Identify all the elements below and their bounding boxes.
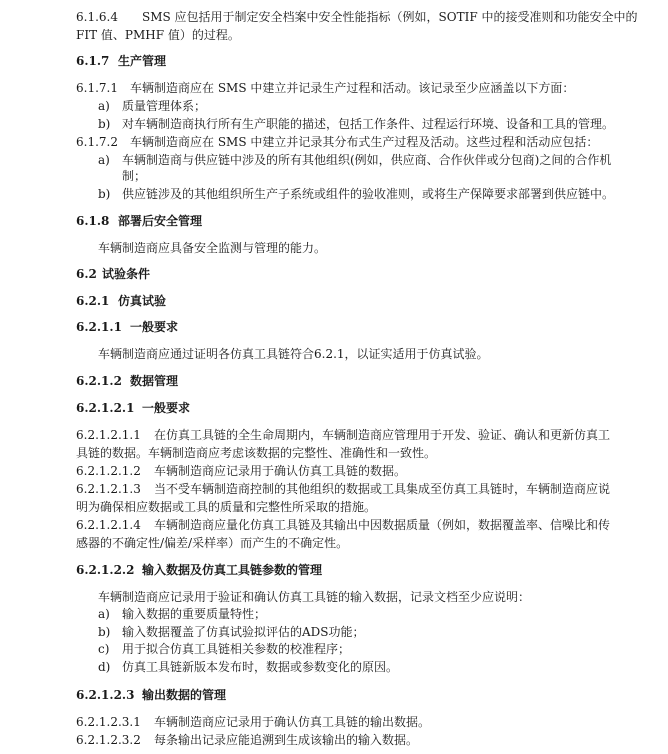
- list-text: 用于拟合仿真工具链相关参数的校准程序；: [122, 642, 351, 656]
- clause-text: 具链的数据。车辆制造商应考虑该数据的完整性、准确性和一致性。: [76, 446, 437, 460]
- clause-text: SMS 应包括用于制定安全档案中安全性能指标（例如，SOTIF 中的接受准则和功能安全中的: [142, 10, 638, 24]
- paragraph: [98, 240, 326, 256]
- list-text: 输入数据覆盖了仿真试验拟评估的ADS功能；: [122, 625, 365, 639]
- list-marker: a): [98, 153, 110, 167]
- clause-6-1-6-4: [76, 9, 638, 25]
- heading-title: 仿真试验: [118, 294, 167, 308]
- heading-title: 生产管理: [118, 54, 167, 68]
- clause-text: 当不受车辆制造商控制的其他组织的数据或工具集成至仿真工具链时，车辆制造商应说: [154, 482, 611, 496]
- heading-number: 6.2.1.2.2: [76, 563, 135, 577]
- clause-text: 明为确保相应数据或工具的质量和完整性所采取的措施。: [76, 500, 377, 514]
- list-text: 输入数据的重要质量特性；: [122, 607, 267, 621]
- clause-text: 车辆制造商应量化仿真工具链及其输出中因数据质量（例如，数据覆盖率、信噪比和传: [154, 518, 611, 532]
- heading-title: 一般要求: [142, 401, 191, 415]
- list-item-a: [98, 152, 611, 168]
- clause-number: 6.2.1.2.3.2: [76, 733, 141, 747]
- list-marker: b): [98, 117, 111, 131]
- clause-number: 6.2.1.2.1.2: [76, 464, 141, 478]
- clause-number: 6.2.1.2.1.4: [76, 518, 141, 532]
- clause-text: 车辆制造商应在 SMS 中建立并记录生产过程和活动。该记录至少应涵盖以下方面：: [130, 81, 575, 95]
- clause-6-2-1-2-3-1: [76, 714, 430, 730]
- clause-number: 6.1.7.2: [76, 135, 118, 149]
- heading-number: 6.1.8: [76, 214, 110, 228]
- heading-6-2-1-2: [76, 373, 178, 389]
- clause-number: 6.1.6.4: [76, 10, 118, 24]
- paragraph-text: 车辆制造商应通过证明各仿真工具链符合6.2.1，以证实适用于仿真试验。: [98, 347, 489, 361]
- heading-title: 输出数据的管理: [142, 688, 227, 702]
- heading-6-2-1-2-3: [76, 687, 226, 703]
- list-text: 制；: [122, 169, 147, 183]
- list-text: 对车辆制造商执行所有生产职能的描述，包括工作条件、过程运行环境、设备和工具的管理。: [122, 117, 615, 131]
- heading-title: 数据管理: [130, 374, 179, 388]
- continuation-line: [76, 27, 240, 43]
- heading-number: 6.1.7: [76, 54, 110, 68]
- heading-6-2-1-1: [76, 319, 178, 335]
- list-item-a: [98, 98, 206, 114]
- paragraph-text: 车辆制造商应具备安全监测与管理的能力。: [98, 241, 327, 255]
- heading-number: 6.2.1.2.3: [76, 688, 135, 702]
- heading-number: 6.2.1: [76, 294, 110, 308]
- heading-number: 6.2.1.2.1: [76, 401, 135, 415]
- heading-number: 6.2.1.1: [76, 320, 122, 334]
- heading-6-2-1: [76, 293, 166, 309]
- continuation-line: [76, 535, 348, 551]
- continuation-line: [122, 168, 146, 184]
- paragraph-text: 车辆制造商应记录用于验证和确认仿真工具链的输入数据，记录文档至少应说明：: [98, 590, 531, 604]
- heading-6-1-8: [76, 213, 202, 229]
- heading-number: 6.2.1.2: [76, 374, 122, 388]
- clause-6-2-1-2-1-3: [76, 481, 610, 497]
- clause-text: FIT 值、PMHF 值）的过程。: [76, 28, 240, 42]
- list-marker: d): [98, 660, 111, 674]
- list-marker: a): [98, 607, 110, 621]
- clause-6-2-1-2-3-2: [76, 732, 418, 748]
- clause-text: 每条输出记录应能追溯到生成该输出的输入数据。: [154, 733, 419, 747]
- list-text: 质量管理体系；: [122, 99, 207, 113]
- clause-6-1-7-1: [76, 80, 574, 96]
- heading-title: 一般要求: [130, 320, 179, 334]
- paragraph: [98, 346, 489, 362]
- clause-text: 车辆制造商应记录用于确认仿真工具链的数据。: [154, 464, 407, 478]
- list-item-d: [98, 659, 398, 675]
- list-item-b: [98, 186, 614, 202]
- heading-6-1-7: [76, 53, 166, 69]
- continuation-line: [76, 499, 376, 515]
- continuation-line: [76, 445, 436, 461]
- clause-6-2-1-2-1-1: [76, 427, 610, 443]
- paragraph: [98, 589, 530, 605]
- clause-number: 6.2.1.2.3.1: [76, 715, 141, 729]
- list-marker: c): [98, 642, 110, 656]
- heading-title: 输入数据及仿真工具链参数的管理: [142, 563, 323, 577]
- clause-number: 6.1.7.1: [76, 81, 118, 95]
- heading-6-2-1-2-1: [76, 400, 190, 416]
- clause-text: 感器的不确定性/偏差/采样率）而产生的不确定性。: [76, 536, 349, 550]
- heading-title: 试验条件: [102, 267, 151, 281]
- list-item-c: [98, 641, 350, 657]
- list-item-b: [98, 116, 614, 132]
- heading-title: 部署后安全管理: [118, 214, 203, 228]
- clause-6-2-1-2-1-2: [76, 463, 406, 479]
- clause-6-1-7-2: [76, 134, 598, 150]
- list-marker: b): [98, 187, 111, 201]
- heading-6-2-1-2-2: [76, 562, 322, 578]
- clause-text: 车辆制造商应记录用于确认仿真工具链的输出数据。: [154, 715, 431, 729]
- clause-number: 6.2.1.2.1.3: [76, 482, 141, 496]
- list-item-a: [98, 606, 266, 622]
- clause-6-2-1-2-1-4: [76, 517, 610, 533]
- heading-number: 6.2: [76, 267, 97, 281]
- list-marker: b): [98, 625, 111, 639]
- list-item-b: [98, 624, 365, 640]
- clause-text: 车辆制造商应在 SMS 中建立并记录其分布式生产过程及活动。这些过程和活动应包括：: [130, 135, 599, 149]
- heading-6-2: [76, 266, 150, 282]
- list-text: 供应链涉及的其他组织所生产子系统或组件的验收准则，或将生产保障要求部署到供应链中。: [122, 187, 615, 201]
- list-text: 仿真工具链新版本发布时，数据或参数变化的原因。: [122, 660, 399, 674]
- list-marker: a): [98, 99, 110, 113]
- clause-text: 在仿真工具链的全生命周期内，车辆制造商应管理用于开发、验证、确认和更新仿真工: [154, 428, 611, 442]
- clause-number: 6.2.1.2.1.1: [76, 428, 141, 442]
- list-text: 车辆制造商与供应链中涉及的所有其他组织(例如，供应商、合作伙伴或分包商)之间的合作机: [122, 153, 612, 167]
